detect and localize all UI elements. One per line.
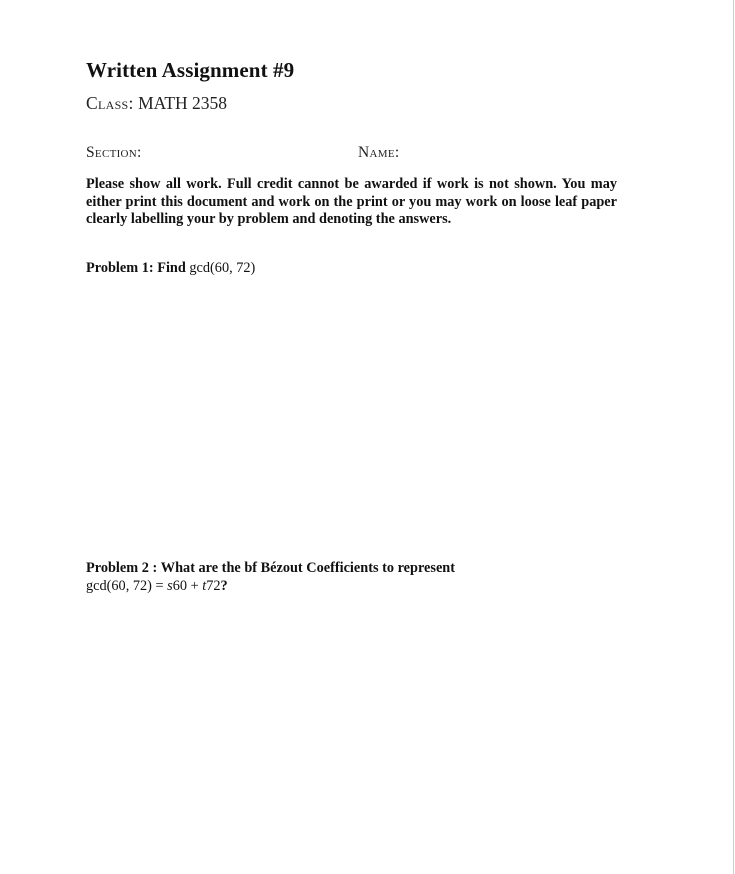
problem-1 <box>86 260 255 278</box>
problem-2-math <box>86 578 221 594</box>
name-label: Name: <box>358 144 400 161</box>
problem-2-end: ? <box>220 577 228 594</box>
section-label: Section: <box>86 144 142 161</box>
section-field <box>86 144 142 162</box>
problem-2-question: What are the bf Bézout Coefficients to represent <box>160 560 456 576</box>
class-label: Class: <box>86 93 134 113</box>
assignment-title: Written Assignment #9 <box>86 58 295 82</box>
problem-2 <box>86 560 617 595</box>
problem-2-math-t: t <box>202 577 207 594</box>
class-line <box>86 93 227 114</box>
problem-1-question: Find <box>157 260 186 276</box>
name-field <box>358 144 399 162</box>
problem-2-label: Problem 2 : <box>86 560 158 576</box>
problem-2-math-suffix: 72 <box>206 577 221 594</box>
problem-2-math-prefix: gcd(60, 72) = <box>86 577 168 594</box>
problem-2-math-s: s <box>167 577 173 594</box>
instructions-paragraph: Please show all work. Full credit cannot be awarded if work is not shown. You may either print this document and work on the print or you may work on loose leaf paper clearly labelling your by problem and denoting the answers. <box>86 176 617 227</box>
class-value: MATH 2358 <box>138 93 228 113</box>
problem-2-math-mid: 60 + <box>172 577 203 594</box>
problem-1-math: gcd(60, 72) <box>189 260 256 276</box>
problem-1-label: Problem 1: <box>86 260 154 276</box>
